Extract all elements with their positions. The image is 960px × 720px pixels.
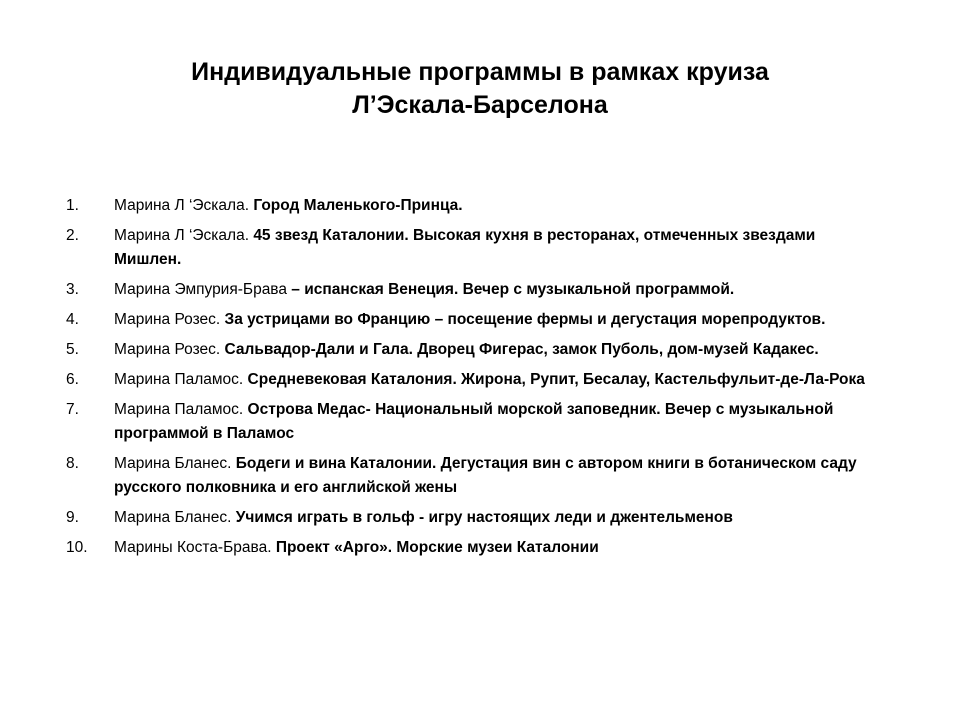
list-item [66,506,876,530]
item-text [114,536,876,560]
item-location: Марина Розес. [114,311,225,328]
item-program: 45 звезд Каталонии. Высокая кухня в ресторанах, отмеченных звездами Мишлен. [114,227,816,268]
item-number: 7. [66,401,79,418]
item-number: 4. [66,311,79,328]
item-text [114,368,876,392]
item-program: – испанская Венеция. Вечер с музыкальной программой. [291,281,735,298]
item-location: Марина Л ‘Эскала. [114,197,254,214]
item-program: Острова Медас- Национальный морской заповедник. Вечер с музыкальной программой в Паламос [114,401,834,442]
title-line-2: Л’Эскала-Барселона [352,91,608,119]
list-item [66,452,876,500]
item-number: 10. [66,539,88,556]
item-program: Бодеги и вина Каталонии. Дегустация вин с автором книги в ботаническом саду русского полковника и его английской жены [114,455,857,496]
item-text [114,224,876,272]
list-item [66,308,876,332]
item-location: Марины Коста-Брава. [114,539,276,556]
item-text [114,506,876,530]
item-program: Проект «Арго». Морские музеи Каталонии [275,539,599,556]
list-item [66,194,876,218]
title-line-1: Индивидуальные программы в рамках круиза [191,58,769,86]
item-number: 9. [66,509,79,526]
list-item [66,398,876,446]
list-item [66,278,876,302]
list-item [66,368,876,392]
item-program: Сальвадор-Дали и Гала. Дворец Фигерас, замок Пуболь, дом-музей Кадакес. [224,341,819,358]
list-item [66,338,876,362]
item-location: Марина Бланес. [114,509,236,526]
item-program: Средневековая Каталония. Жирона, Рупит, Бесалау, Кастельфульит-де-Ла-Рока [247,371,865,388]
item-number: 1. [66,197,79,214]
item-location: Марина Паламос. [114,371,248,388]
item-number: 5. [66,341,79,358]
item-location: Марина Эмпурия-Брава [114,281,292,298]
item-program: Учимся играть в гольф - игру настоящих леди и джентельменов [235,509,733,526]
program-list [66,194,876,566]
item-text [114,452,876,500]
item-number: 6. [66,371,79,388]
list-item [66,536,876,560]
item-text [114,338,876,362]
item-location: Марина Бланес. [114,455,236,472]
item-location: Марина Л ‘Эскала. [114,227,254,244]
item-program: За устрицами во Францию – посещение фермы и дегустация морепродуктов. [224,311,826,328]
item-text [114,398,876,446]
item-text [114,278,876,302]
item-text [114,194,876,218]
item-number: 3. [66,281,79,298]
item-location: Марина Паламос. [114,401,248,418]
slide-title [80,56,880,122]
item-location: Марина Розес. [114,341,225,358]
list-item [66,224,876,272]
item-number: 8. [66,455,79,472]
item-text [114,308,876,332]
item-number: 2. [66,227,79,244]
item-program: Город Маленького-Принца. [253,197,463,214]
